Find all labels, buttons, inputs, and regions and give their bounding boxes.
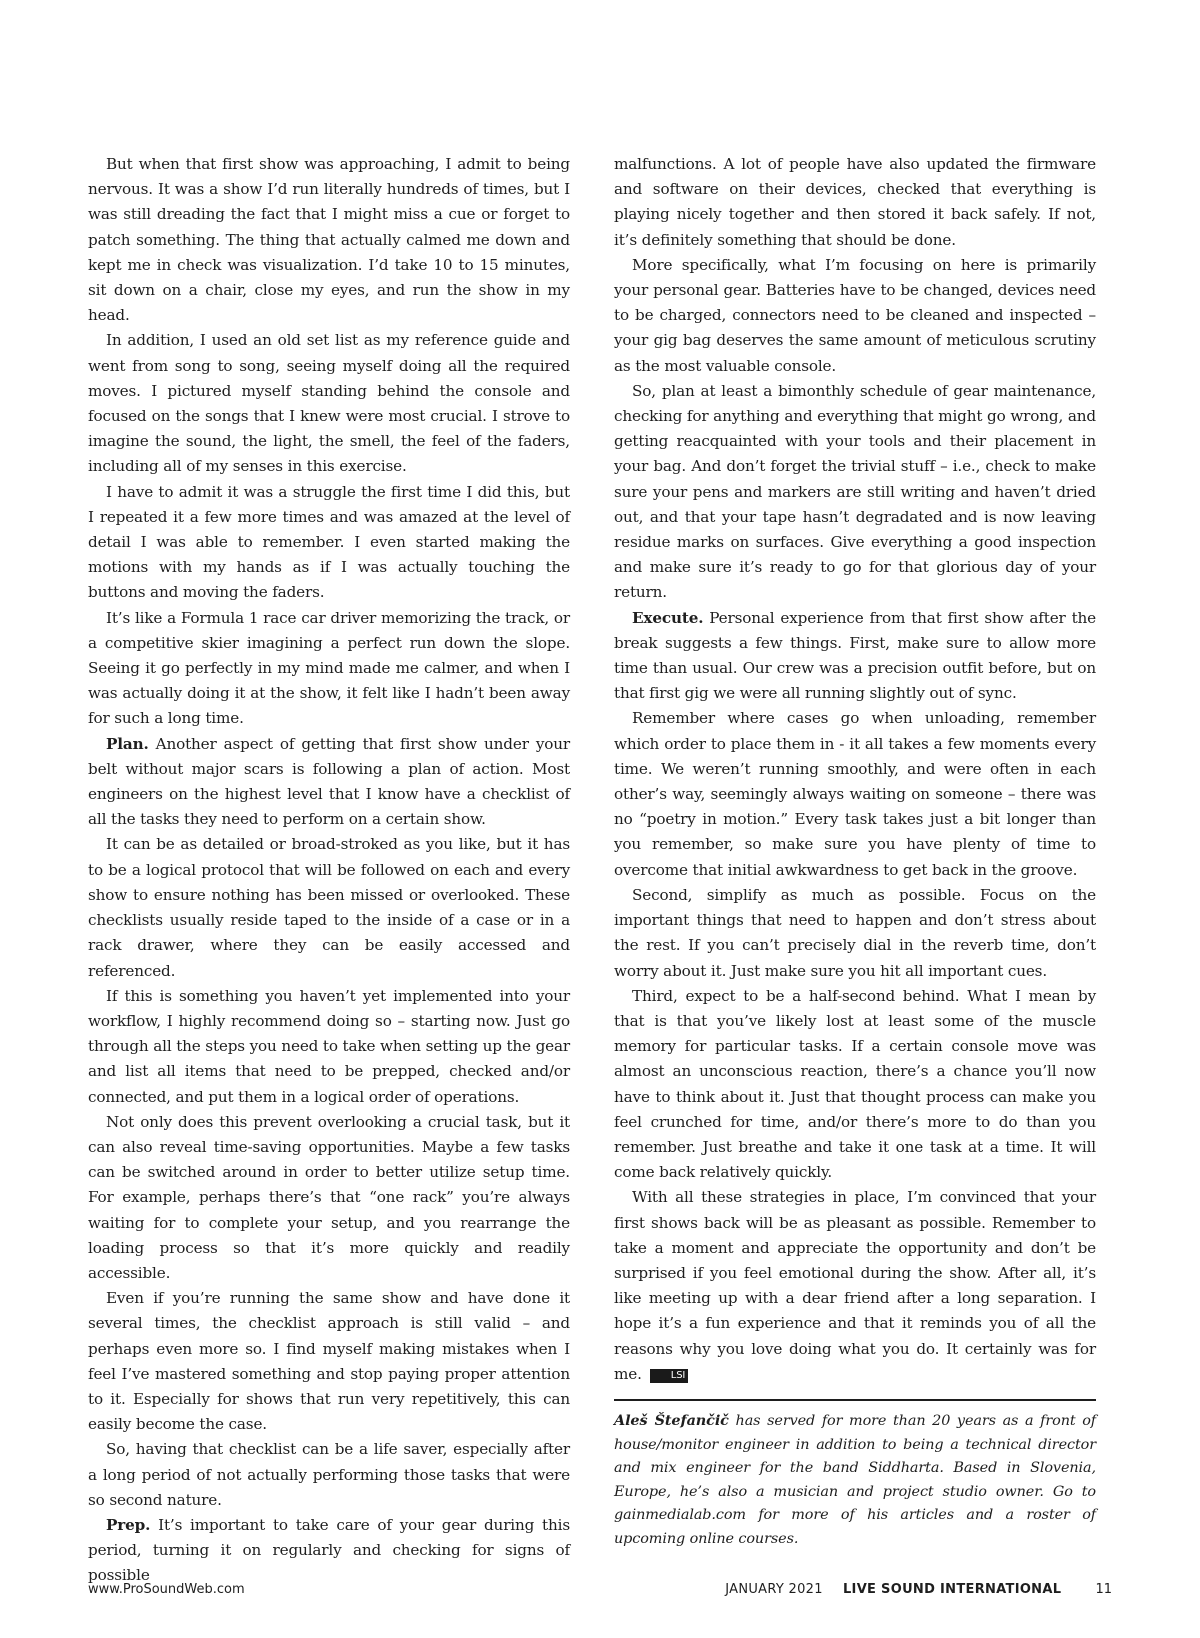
- paragraph-prep: Prep. It’s important to take care of your gear during this period, turning it on regularly and checking for signs of possible: [88, 1515, 570, 1585]
- paragraph: Second, simplify as much as possible. Focus on the important things that need to happen and don’t stress about the rest. If you can’t precisely dial in the reverb time, don’t worry about it. Just make sure you hit all important cues.: [614, 885, 1096, 980]
- author-bio: [614, 1409, 1096, 1552]
- paragraph: Third, expect to be a half-second behind. What I mean by that is that you’ve likely lost at least some of the muscle memory for particular tasks. If a certain console move was almost an unconscious reaction, there’s a chance you’ll now have to think about it. Just that thought process can make you feel crunched for time, and/or there’s more to do than you remember. Just breathe and take it one task at a time. It will come back relatively quickly.: [614, 986, 1096, 1182]
- paragraph: I have to admit it was a struggle the first time I did this, but I repeated it a few more times and was amazed at the level of detail I was able to remember. I even started making the motions with my hands as if I was actually touching the buttons and moving the faders.: [88, 482, 570, 602]
- paragraph: Even if you’re running the same show and have done it several times, the checklist approach is still valid – and perhaps even more so. I find myself making mistakes when I feel I’ve mastered something and stop paying proper attention to it. Especially for shows that run very repetitively, this can easily become the case.: [88, 1289, 570, 1434]
- paragraph-closing: With all these strategies in place, I’m convinced that your first shows back will be as pleasant as possible. Remember to take a moment and appreciate the opportunity and don’t be surprised if you feel emotional during the show. After all, it’s like meeting up with a dear friend after a long separation. I hope it’s a fun experience and that it reminds you of all the reasons why you love doing what you do. It certainly was for me. LSI: [614, 1188, 1096, 1383]
- paragraph: Remember where cases go when unloading, remember which order to place them in - it all takes a few moments every time. We weren’t running smoothly, and were often in each other’s way, seemingly always waiting on someone – there was no “poetry in motion.” Every task takes just a bit longer than you remember, so make sure you have plenty of time to overcome that initial awkwardness to get back in the groove.: [614, 709, 1096, 879]
- author-bio-text: has served for more than 20 years as a front of house/monitor engineer in addition to being a technical director and mix engineer for the band Siddharta. Based in Slovenia, Europe, he’s also a musician and project studio owner. Go to gainmedialab.com for more of his articles and a roster of upcoming online courses.: [614, 1412, 1096, 1547]
- paragraph: It’s like a Formula 1 race car driver memorizing the track, or a competitive skier imagining a perfect run down the slope. Seeing it go perfectly in my mind made me calmer, and when I was actually doing it at the show, it felt like I hadn’t been away for such a long time.: [88, 608, 570, 728]
- paragraph: But when that first show was approaching, I admit to being nervous. It was a show I’d run literally hundreds of times, but I was still dreading the fact that I might miss a cue or forget to patch something. The thing that actually calmed me down and kept me in check was visualization. I’d take 10 to 15 minutes, sit down on a chair, close my eyes, and run the show in my head.: [88, 155, 570, 325]
- footer-website: www.ProSoundWeb.com: [88, 1582, 245, 1597]
- section-lead-plan: Plan.: [106, 734, 149, 753]
- paragraph: So, plan at least a bimonthly schedule of gear maintenance, checking for anything and everything that might go wrong, and getting reacquainted with your tools and their placement in your bag. And don’t forget the trivial stuff – i.e., check to make sure your pens and markers are still writing and haven’t dried out, and that your tape hasn’t degradated and is now leaving residue marks on surfaces. Give everything a good inspection and make sure it’s ready to go for that glorious day of your return.: [614, 381, 1096, 602]
- paragraph-plan: Plan. Another aspect of getting that first show under your belt without major scars is following a plan of action. Most engineers on the highest level that I know have a checklist of all the tasks they need to perform on a certain show.: [88, 734, 570, 829]
- paragraph-execute: Execute. Personal experience from that first show after the break suggests a few things. First, make sure to allow more time than usual. Our crew was a precision outfit before, but on that first gig we were all running slightly out of sync.: [614, 608, 1096, 703]
- section-lead-execute: Execute.: [632, 608, 704, 627]
- paragraph: malfunctions. A lot of people have also updated the firmware and software on their devices, checked that everything is playing nicely together and then stored it back safely. If not, it’s definitely something that should be done.: [614, 155, 1096, 249]
- section-lead-prep: Prep.: [106, 1515, 151, 1534]
- footer-date: JANUARY 2021: [725, 1582, 823, 1597]
- lsi-end-mark: LSI: [650, 1369, 688, 1383]
- paragraph: In addition, I used an old set list as my reference guide and went from song to song, seeing myself doing all the required moves. I pictured myself standing behind the console and focused on the songs that I knew were most crucial. I strove to imagine the sound, the light, the smell, the feel of the faders, including all of my senses in this exercise.: [88, 331, 570, 476]
- bio-divider: [614, 1399, 1096, 1401]
- paragraph: More specifically, what I’m focusing on here is primarily your personal gear. Batteries have to be changed, devices need to be charged, connectors need to be cleaned and inspected – your gig bag deserves the same amount of meticulous scrutiny as the most valuable console.: [614, 255, 1096, 375]
- paragraph: Not only does this prevent overlooking a crucial task, but it can also reveal time-saving opportunities. Maybe a few tasks can be switched around in order to better utilize setup time. For example, perhaps there’s that “one rack” you’re always waiting for to complete your setup, and you rearrange the loading process so that it’s more quickly and readily accessible.: [88, 1112, 570, 1282]
- author-name: Aleš Štefančič: [614, 1411, 729, 1429]
- paragraph: If this is something you haven’t yet implemented into your workflow, I highly recommend doing so – starting now. Just go through all the steps you need to take when setting up the gear and list all items that need to be prepped, checked and/or connected, and put them in a logical order of operations.: [88, 986, 570, 1106]
- footer-magazine: LIVE SOUND INTERNATIONAL: [842, 1582, 1062, 1597]
- paragraph: It can be as detailed or broad-stroked as you like, but it has to be a logical protocol that will be followed on each and every show to ensure nothing has been missed or overlooked. These checklists usually reside taped to the inside of a case or in a rack drawer, where they can be easily accessed and referenced.: [88, 835, 570, 980]
- footer-meta: [725, 1582, 1112, 1597]
- paragraph: So, having that checklist can be a life saver, especially after a long period of not actually performing those tasks that were so second nature.: [88, 1440, 570, 1509]
- page-number: 11: [1095, 1582, 1112, 1597]
- left-column: [88, 152, 570, 1589]
- right-column: [614, 152, 1096, 1552]
